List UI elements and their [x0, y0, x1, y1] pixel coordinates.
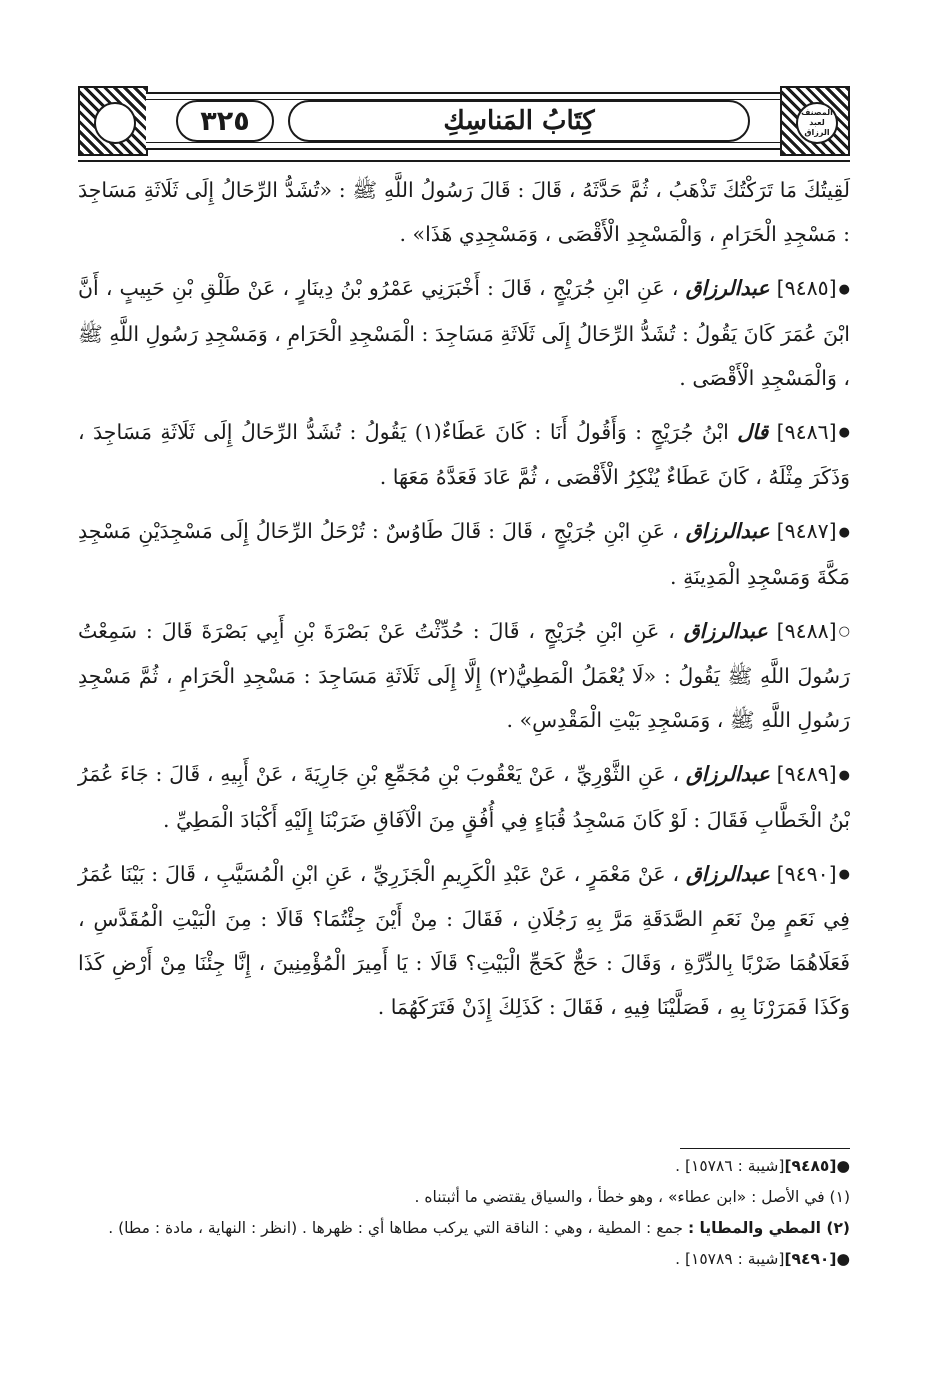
logo-text: المصنف لعبد الرزاق [801, 108, 833, 137]
footnote-lead: ●[٩٤٩٠] [784, 1250, 850, 1268]
page-number-frame [176, 100, 274, 142]
author-name: عبدالرزاق [685, 519, 770, 543]
bullet-marker: ● [838, 281, 850, 297]
footnote-item [78, 1214, 850, 1243]
footnotes [78, 1152, 850, 1276]
book-title: كِتَابُ المَناسِكِ [443, 106, 595, 136]
footnote-rule [680, 1148, 850, 1149]
paragraph-text: ، عَنِ ابْنِ جُرَيْجٍ ، قَالَ : أَخْبَرَنِي عَمْرُو بْنُ دِينَارٍ ، عَنْ طَلْقِ بْنِ حَبِيبٍ ، أَنَّ ابْنَ عُمَرَ كَانَ يَقُولُ : تُشَدُّ الرِّحَالُ إِلَى ثَلَاثَةِ مَسَاجِدَ : الْمَسْجِدِ الْحَرَامِ ، وَمَسْجِدِ رَسُولِ اللَّهِ ﷺ ، وَالْمَسْجِدِ الْأَقْصَى . [78, 276, 850, 390]
author-name: عبدالرزاق [685, 276, 770, 300]
main-text [78, 168, 850, 1039]
circle-marker: ○ [838, 624, 850, 639]
footnote-item [78, 1152, 850, 1181]
title-frame [288, 100, 750, 142]
footnote-text: في الأصل : «ابن عطاء» ، وهو خطأ ، والسياق يقتضي ما أثبتناه . [414, 1188, 825, 1206]
hadith-number: [٩٤٨٦] [776, 419, 837, 444]
paragraph-text: ، عَنِ الثَّوْرِيِّ ، عَنْ يَعْقُوبَ بْنِ مُجَمِّعِ بْنِ جَارِيَةَ ، عَنْ أَبِيهِ ، قَالَ : جَاءَ عُمَرُ بْنُ الْخَطَّابِ فَقَالَ : لَوْ كَانَ مَسْجِدُ قُبَاءٍ فِي أُفُقٍ مِنَ الْآفَاقِ ضَرَبْنَا إِلَيْهِ أَكْبَادَ الْمَطِيِّ . [78, 762, 850, 832]
hadith-9489 [78, 752, 850, 842]
paragraph-text: ابْنُ جُرَيْجٍ : وَأَقُولُ أَنَا : كَانَ عَطَاءٌ(١) يَقُولُ : تُشَدُّ الرِّحَالُ إِلَى ثَلَاثَةِ مَسَاجِدَ ، وَذَكَرَ مِثْلَهُ ، كَانَ عَطَاءٌ يُنْكِرُ الْأَقْصَى ، ثُمَّ عَادَ فَعَدَّهُ مَعَهَا . [78, 419, 850, 489]
footnote-text: جمع : المطية ، وهي : الناقة التي يركب مطاها أي : ظهرها . (انظر : النهاية ، مادة : مطا) . [108, 1219, 683, 1237]
footnote-item [78, 1183, 850, 1212]
bullet-marker: ● [838, 425, 850, 440]
hadith-number: [٩٤٨٥] [776, 276, 837, 300]
author-name: قال [737, 419, 769, 444]
page-header [78, 86, 850, 156]
ornament-medallion [94, 102, 136, 144]
hadith-number: [٩٤٩٠] [776, 861, 837, 886]
bullet-marker: ● [838, 524, 850, 540]
footnote-lead: (١) [829, 1188, 850, 1206]
footnote-item [78, 1245, 850, 1274]
footnote-lead: ●[٩٤٨٥] [784, 1157, 850, 1175]
ornament-left [78, 86, 148, 156]
hadith-number: [٩٤٨٩] [776, 762, 837, 786]
paragraph-text: ، عَنِ ابْنِ جُرَيْجٍ ، قَالَ : قَالَ طَاوُسٌ : تُرْحَلُ الرِّحَالُ إِلَى مَسْجِدَيْنِ مَسْجِدِ مَكَّةَ وَمَسْجِدِ الْمَدِينَةِ . [78, 519, 850, 589]
ornament-right [780, 86, 850, 156]
footnote-lead: (٢) المطي والمطايا : [687, 1219, 850, 1237]
author-name: عبدالرزاق [685, 762, 770, 786]
hadith-9487 [78, 509, 850, 599]
author-name: عبدالرزاق [685, 861, 770, 886]
paragraph-continuation [78, 168, 850, 256]
hadith-number: [٩٤٨٨] [776, 618, 837, 643]
page-number: ٣٢٥ [200, 105, 250, 137]
hadith-9488 [78, 609, 850, 743]
paragraph-text: لَقِيتُكَ مَا تَرَكْتُكَ تَذْهَبُ ، ثُمَّ حَدَّثَهُ ، قَالَ : قَالَ رَسُولُ اللَّهِ ﷺ : «تُشَدُّ الرِّحَالُ إِلَى ثَلَاثَةِ مَسَاجِدَ : مَسْجِدِ الْحَرَامِ ، وَالْمَسْجِدِ الْأَقْصَى ، وَمَسْجِدِي هَذَا» . [78, 178, 850, 246]
hadith-9490 [78, 852, 850, 1030]
header-rule [78, 160, 850, 162]
logo-medallion [796, 102, 838, 144]
footnote-text: [شيبة : ١٥٧٨٩] . [675, 1250, 785, 1268]
paragraph-text: ، عَنِ ابْنِ جُرَيْجٍ ، قَالَ : حُدِّثْتُ عَنْ بَصْرَةَ بْنِ أَبِي بَصْرَةَ قَالَ : سَمِعْتُ رَسُولَ اللَّهِ ﷺ يَقُولُ : «لَا يُعْمَلُ الْمَطِيُّ(٢) إِلَّا إِلَى ثَلَاثَةِ مَسَاجِدَ : مَسْجِدِ الْحَرَامِ ، ثُمَّ مَسْجِدِ رَسُولِ اللَّهِ ﷺ ، وَمَسْجِدِ بَيْتِ الْمَقْدِسِ» . [78, 618, 850, 732]
paragraph-text: ، عَنْ مَعْمَرٍ ، عَنْ عَبْدِ الْكَرِيمِ الْجَزَرِيِّ ، عَنِ ابْنِ الْمُسَيَّبِ ، قَالَ : بَيْنَا عُمَرُ فِي نَعَمٍ مِنْ نَعَمِ الصَّدَقَةِ مَرَّ بِهِ رَجُلَانِ ، فَقَالَ : مِنْ أَيْنَ جِئْتُمَا؟ قَالَا : مِنَ الْبَيْتِ الْمُقَدَّسِ ، فَعَلَاهُمَا ضَرْبًا بِالدِّرَّةِ ، وَقَالَ : حَجٌّ كَحَجِّ الْبَيْتِ؟ قَالَا : يَا أَمِيرَ الْمُؤْمِنِينَ ، إِنَّا جِئْنَا مِنْ أَرْضِ كَذَا وَكَذَا فَمَرَرْنَا بِهِ ، فَصَلَّيْنَا فِيهِ ، فَقَالَ : كَذَلِكَ إِذَنْ فَتَرَكَهُمَا . [78, 861, 850, 1019]
hadith-number: [٩٤٨٧] [776, 519, 837, 543]
hadith-9486 [78, 410, 850, 500]
bullet-marker: ● [838, 767, 850, 783]
hadith-9485 [78, 266, 850, 400]
author-name: عبدالرزاق [683, 618, 768, 643]
bullet-marker: ● [838, 867, 850, 882]
footnote-text: [شيبة : ١٥٧٨٦] . [675, 1157, 785, 1175]
